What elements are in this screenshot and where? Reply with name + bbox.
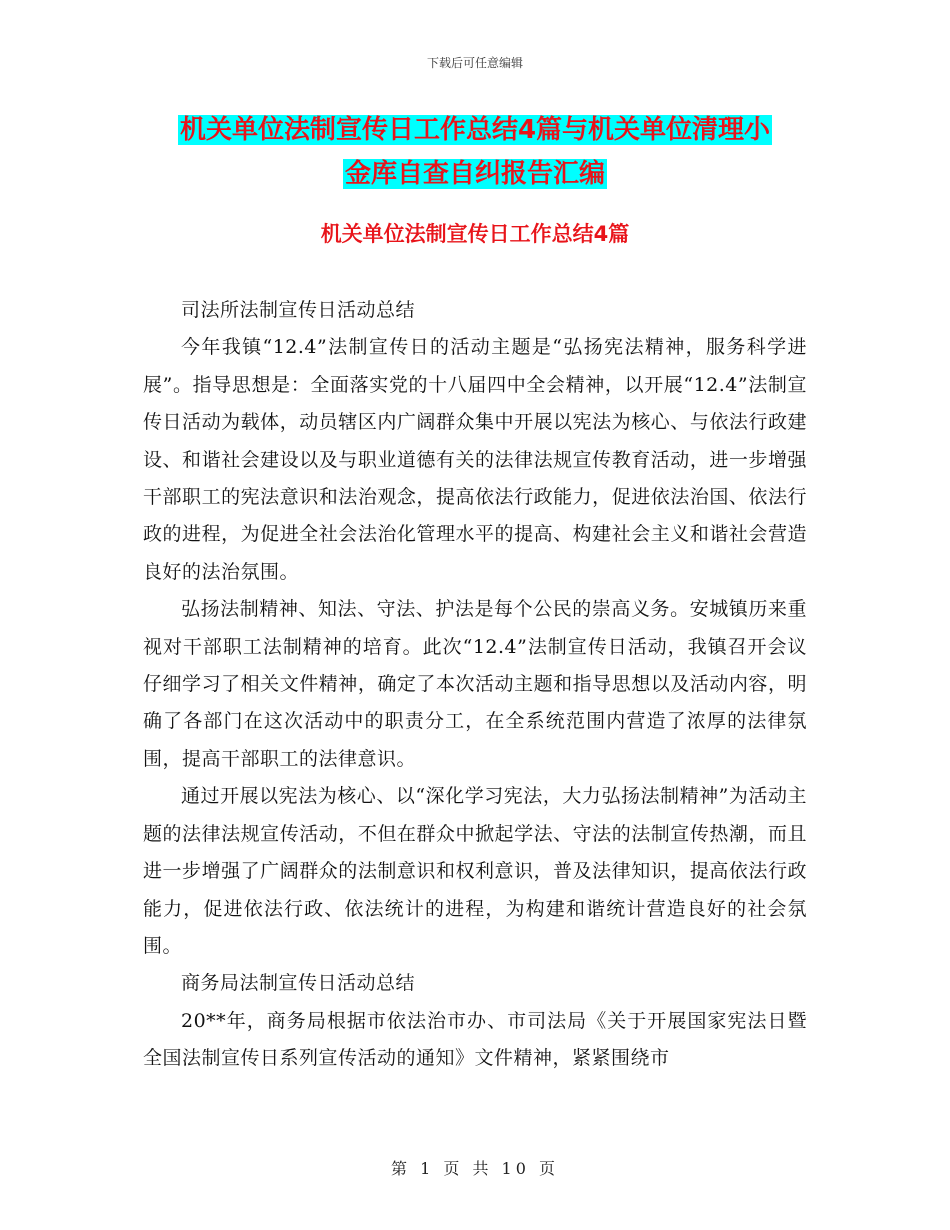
section-title: 机关单位法制宣传日工作总结4篇: [320, 222, 630, 246]
body-paragraph: 通过开展以宪法为核心、以“深化学习宪法，大力弘扬法制精神”为活动主题的法律法规宣传活动，不但在群众中掀起学法、守法的法制宣传热潮，而且进一步增强了广阔群众的法制意识和权利意识，普及法律知识，提高依法行政能力，促进依法行政、依法统计的进程，为构建和谐统计营造良好的社会氛围。: [143, 785, 807, 957]
page-number: 第 1 页 共 10 页: [391, 1159, 559, 1178]
title-line-1: 机关单位法制宣传日工作总结4篇与机关单位清理小: [179, 115, 771, 145]
subheading-commerce-bureau: 商务局法制宣传日活动总结: [181, 972, 416, 995]
body-paragraph: 弘扬法制精神、知法、守法、护法是每个公民的崇高义务。安城镇历来重视对干部职工法制精神的培育。此次“12.4”法制宣传日活动，我镇召开会议仔细学习了相关文件精神，确定了本次活动主题和指导思想以及活动内容，明确了各部门在这次活动中的职责分工，在全系统范围内营造了浓厚的法律氛围，提高干部职工的法律意识。: [143, 598, 807, 770]
title-line-2: 金库自查自纠报告汇编: [344, 159, 605, 189]
document-body: [143, 292, 807, 1078]
subheading-judicial-office: 司法所法制宣传日活动总结: [181, 299, 416, 321]
body-paragraph: 20**年，商务局根据市依法治市办、市司法局《关于开展国家宪法日暨全国法制宣传日系列宣传活动的通知》文件精神，紧紧围绕市: [143, 1009, 807, 1070]
body-paragraph: 今年我镇“12.4”法制宣传日的活动主题是“弘扬宪法精神，服务科学进展”。指导思想是：全面落实党的十八届四中全会精神，以开展“12.4”法制宣传日活动为载体，动员辖区内广阔群众集中开展以宪法为核心、与依法行政建设、和谐社会建设以及与职业道德有关的法律法规宣传教育活动，进一步增强干部职工的宪法意识和法治观念，提高依法行政能力，促进依法治国、依法行政的进程，为促进全社会法治化管理水平的提高、构建社会主义和谐社会营造良好的法治氛围。: [143, 336, 807, 583]
document-title: [140, 108, 810, 196]
header-note: 下载后可任意编辑: [426, 56, 523, 70]
